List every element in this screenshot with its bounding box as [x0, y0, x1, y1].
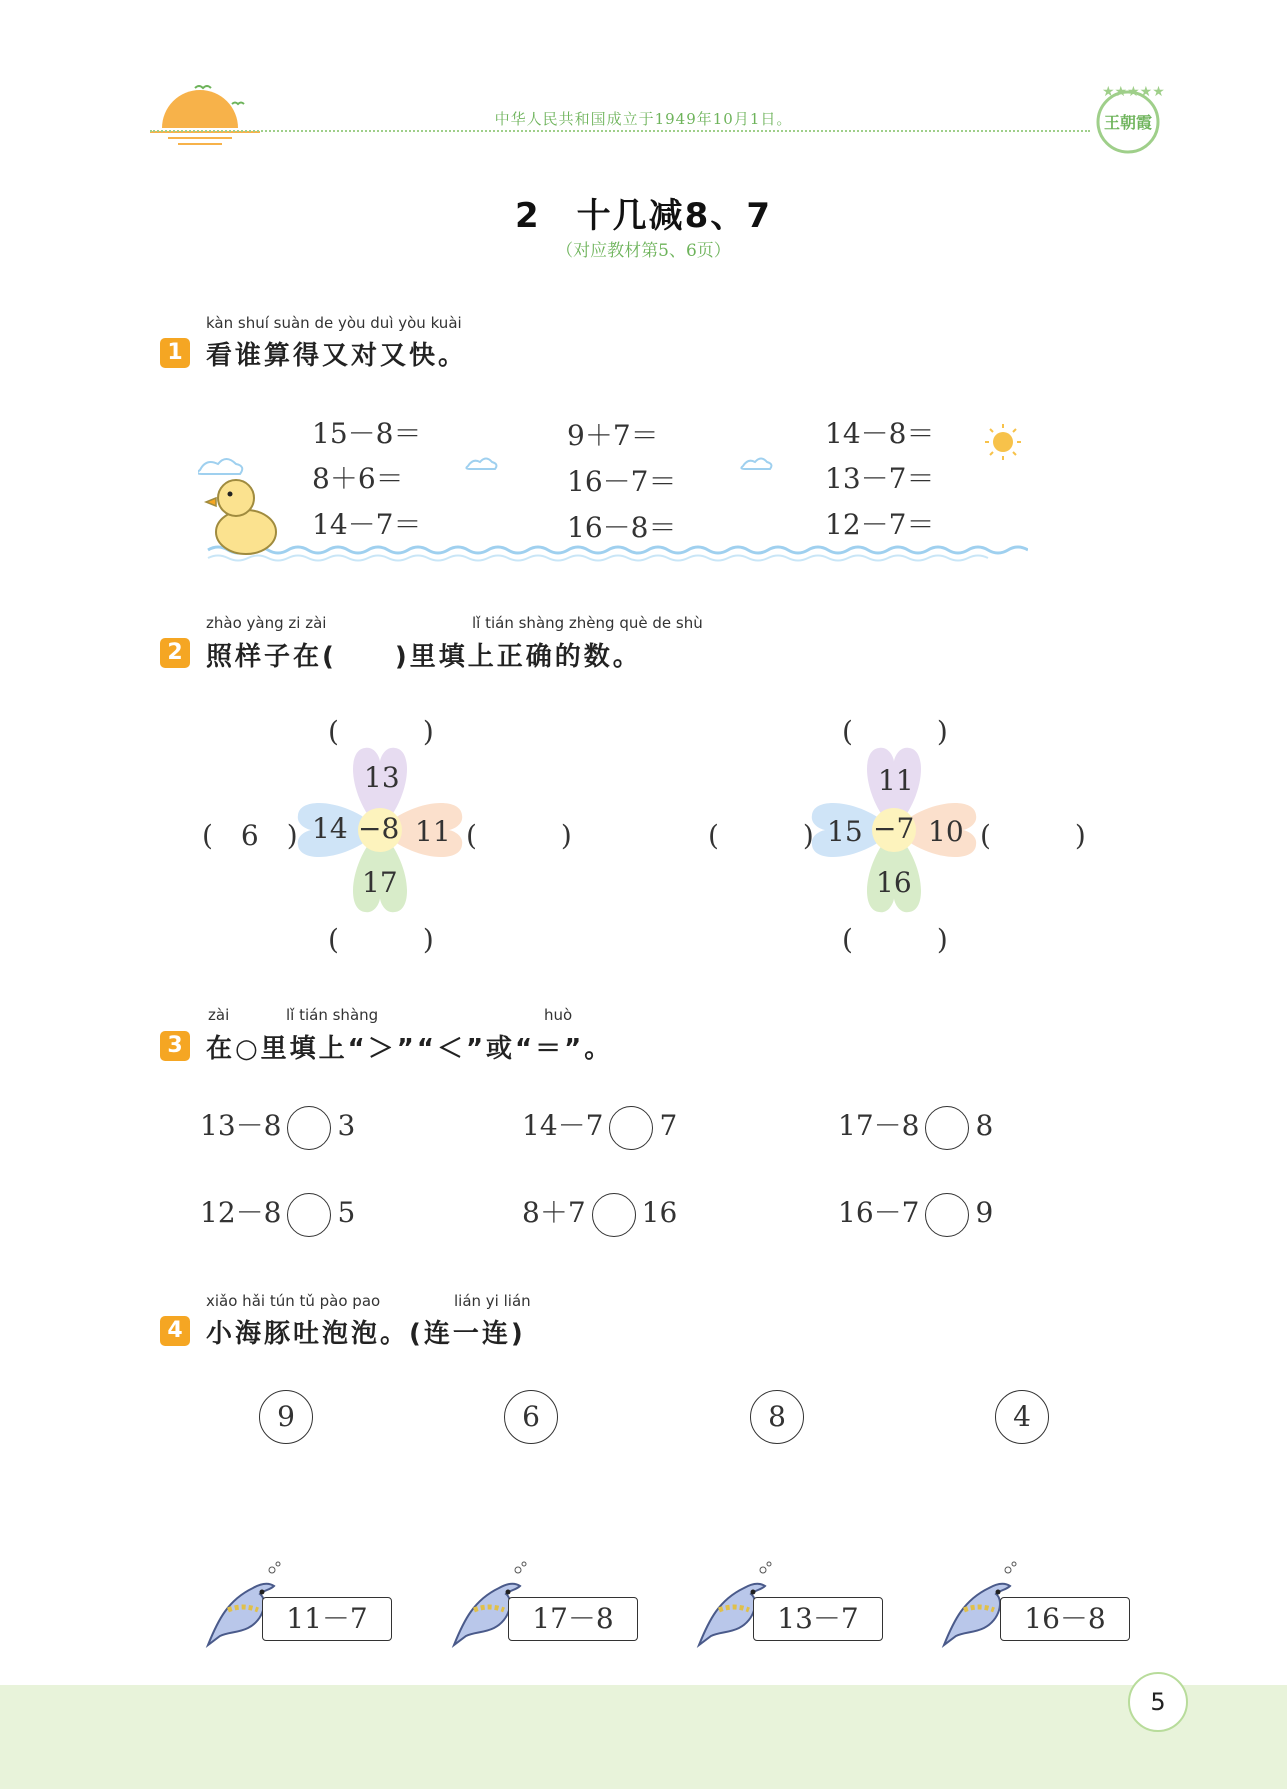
answer-paren[interactable]: ( ) [708, 819, 814, 852]
flower-number: 17 [362, 866, 398, 899]
flower-center-operator: −8 [358, 812, 400, 845]
comparison-right: 16 [641, 1196, 678, 1229]
calc-expression: 16－8＝ [567, 511, 677, 544]
comparison-right: 8 [975, 1109, 994, 1142]
answer-paren[interactable]: ( ) [842, 715, 948, 748]
flower-number: 10 [928, 815, 964, 848]
section-3-badge: 3 [160, 1031, 190, 1061]
flower-number: 16 [876, 866, 912, 899]
answer-circle[interactable] [592, 1193, 636, 1237]
svg-text:★★★★★: ★★★★★ [1102, 84, 1165, 100]
comparison-right: 3 [337, 1109, 356, 1142]
comparison-item [522, 1191, 677, 1237]
comparison-left: 16－7 [838, 1196, 920, 1229]
flower-number: 15 [827, 815, 863, 848]
section-4-pinyin: xiǎo hǎi tún tǔ pào pao [206, 1292, 381, 1310]
flower-number: 14 [312, 812, 348, 845]
answer-circle[interactable] [287, 1193, 331, 1237]
flower-number: 13 [364, 761, 400, 794]
comparison-item [838, 1191, 993, 1237]
svg-text:王朝霞: 王朝霞 [1103, 113, 1153, 132]
section-3-pinyin: lǐ tián shàng [286, 1006, 379, 1024]
comparison-left: 17－8 [838, 1109, 920, 1142]
comparison-item [200, 1191, 355, 1237]
answer-paren[interactable]: ( 6 ) [202, 819, 298, 852]
calc-expression: 15－8＝ [312, 417, 422, 450]
calc-expression: 16－7＝ [567, 465, 677, 498]
calc-expression: 14－8＝ [825, 417, 935, 450]
number-bubble[interactable]: 8 [750, 1390, 804, 1444]
calc-expression: 14－7＝ [312, 508, 422, 541]
answer-paren[interactable]: ( ) [328, 715, 434, 748]
section-4-badge: 4 [160, 1316, 190, 1346]
comparison-left: 14－7 [522, 1109, 604, 1142]
dolphin-expression[interactable]: 17－8 [508, 1597, 638, 1641]
calc-expression: 8＋6＝ [312, 462, 404, 495]
section-3-pinyin: zài [208, 1006, 230, 1024]
comparison-right: 9 [975, 1196, 994, 1229]
dolphin-expression[interactable]: 11－7 [262, 1597, 392, 1641]
section-1-pinyin: kàn shuí suàn de yòu duì yòu kuài [206, 314, 462, 332]
answer-circle[interactable] [925, 1193, 969, 1237]
section-3-pinyin: huò [544, 1006, 573, 1024]
comparison-left: 13－8 [200, 1109, 282, 1142]
number-bubble[interactable]: 6 [504, 1390, 558, 1444]
comparison-left: 12－8 [200, 1196, 282, 1229]
section-2-pinyin: zhào yàng zi zài [206, 614, 327, 632]
section-2-badge: 2 [160, 638, 190, 668]
comparison-left: 8＋7 [522, 1196, 586, 1229]
section-1-instruction: 看谁算得又对又快。 [206, 341, 468, 371]
section-2-pinyin: lǐ tián shàng zhèng què de shù [472, 614, 703, 632]
section-4-instruction: 小海豚吐泡泡。(连一连) [206, 1319, 526, 1349]
section-2-instruction: 照样子在( )里填上正确的数。 [206, 642, 642, 672]
page-number: 5 [1128, 1672, 1188, 1732]
section-1-badge: 1 [160, 338, 190, 368]
number-bubble[interactable]: 9 [259, 1390, 313, 1444]
section-4-pinyin: lián yi lián [454, 1292, 531, 1310]
answer-circle[interactable] [925, 1106, 969, 1150]
answer-paren[interactable]: ( ) [328, 923, 434, 956]
answer-paren[interactable]: ( ) [980, 819, 1086, 852]
flower-number: 11 [878, 764, 914, 797]
comparison-item [838, 1104, 993, 1150]
answer-paren[interactable]: ( ) [466, 819, 572, 852]
flower-center-operator: −7 [873, 812, 915, 845]
page-subtitle: （对应教材第5、6页） [556, 241, 731, 261]
number-bubble[interactable]: 4 [995, 1390, 1049, 1444]
calc-expression: 12－7＝ [825, 508, 935, 541]
header-divider [150, 130, 1090, 132]
comparison-item [522, 1104, 677, 1150]
comparison-right: 5 [337, 1196, 356, 1229]
footer-band [0, 1685, 1287, 1789]
comparison-right: 7 [659, 1109, 678, 1142]
calc-expression: 9＋7＝ [567, 419, 659, 452]
answer-paren[interactable]: ( ) [842, 923, 948, 956]
header-quote: 中华人民共和国成立于1949年10月1日。 [494, 110, 793, 128]
section-3-instruction: 在○里填上“＞”“＜”或“＝”。 [206, 1034, 614, 1064]
flower-number: 11 [415, 815, 451, 848]
dolphin-expression[interactable]: 16－8 [1000, 1597, 1130, 1641]
publisher-logo [1090, 82, 1166, 158]
calc-expression: 13－7＝ [825, 462, 935, 495]
answer-circle[interactable] [287, 1106, 331, 1150]
dolphin-expression[interactable]: 13－7 [753, 1597, 883, 1641]
answer-circle[interactable] [609, 1106, 653, 1150]
page-title: 2 十几减8、7 [515, 196, 772, 236]
comparison-item [200, 1104, 355, 1150]
